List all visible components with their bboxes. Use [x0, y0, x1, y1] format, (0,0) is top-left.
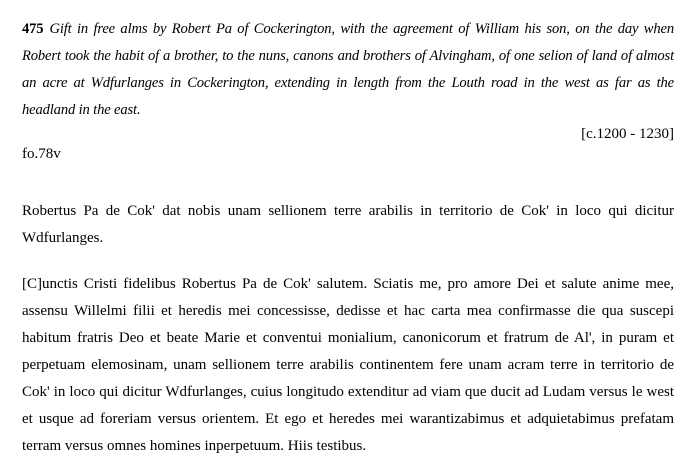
entry-number: 475	[22, 21, 44, 37]
entry-heading-text: Gift in free alms by Robert Pa of Cockerington, with the agreement of William his son, on the day when Robert took the habit of a brother, to the nuns, canons and brothers of Alvingham, of one selion of land of almost an acre at Wdfurlanges in Cockerington, extending in length from the Louth road in the west as far as the headland in the east.	[22, 21, 674, 118]
charter-text: [C]unctis Cristi fidelibus Robertus Pa de Cok' salutem. Sciatis me, pro amore Dei et salute anime mee, assensu Willelmi filii et heredis mei concessisse, dedisse et hac carta mea confirmasse die qua suscepi habitum fratris Deo et beate Marie et conventui monialium, canonicorum et fratrum de Al', in puram et perpetuam elemosinam, unam sellionem terre arabilis continentem fere unam acram terre in territorio de Cok' in loco qui dicitur Wdfurlanges, cuius longitudo extenditur ad viam que ducit ad Ludam versus le west et usque ad foreriam versus orientem. Et ego et heredes mei warantizabimus et adquietabimus prefatam terram versus omnes homines inperpetuum. Hiis testibus.	[22, 276, 674, 454]
entry-date: [c.1200 - 1230]	[581, 126, 674, 142]
document-page	[22, 16, 674, 460]
latin-summary: Robertus Pa de Cok' dat nobis unam sellionem terre arabilis in territorio de Cok' in loco qui dicitur Wdfurlanges.	[22, 203, 674, 246]
entry-heading	[22, 16, 674, 124]
folio-reference: fo.78v	[22, 146, 61, 162]
